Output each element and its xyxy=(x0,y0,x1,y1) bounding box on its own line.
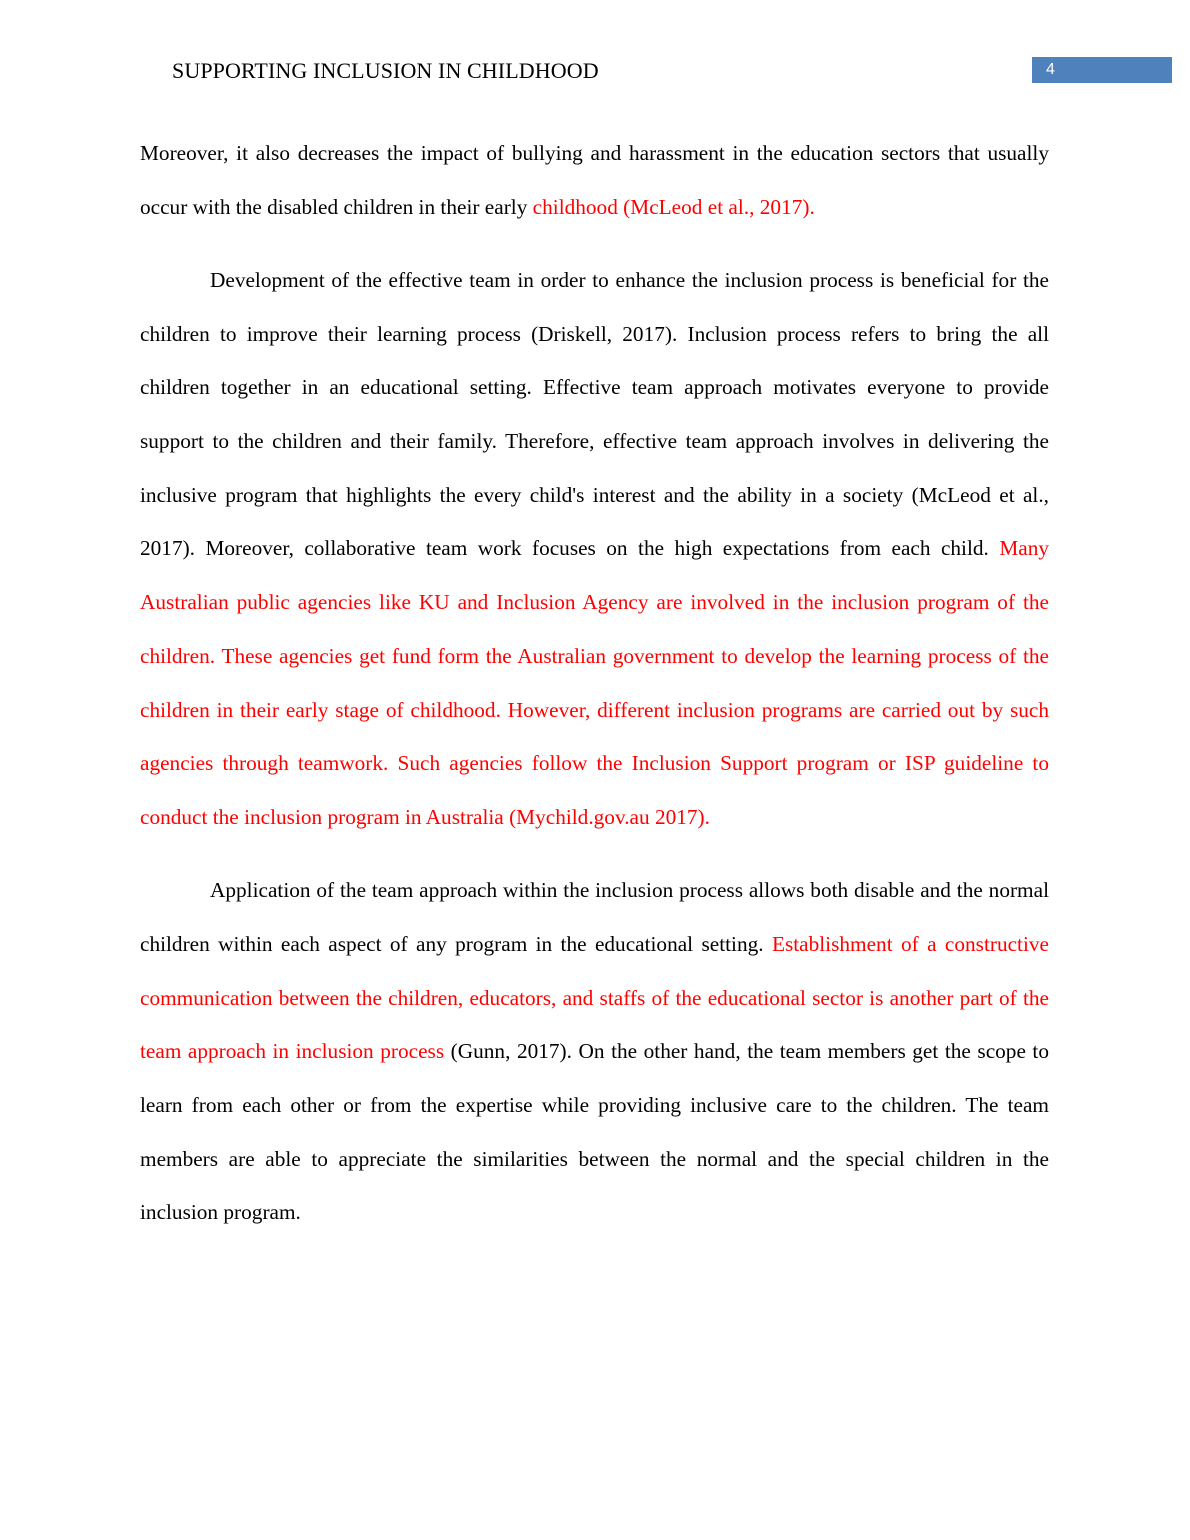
page-number: 4 xyxy=(1046,61,1055,78)
highlighted-text: Establishment of a constructive communication between the children, educators, and staffs of the educational sector is another part of the team approach in inclusion process xyxy=(140,931,1049,1064)
highlighted-text: Many Australian public agencies like KU and Inclusion Agency are involved in the inclusion program of the children. These agencies get fund form the Australian government to develop the learning process of the children in their early stage of childhood. However, different inclusion programs are carried out by such agencies through teamwork. Such agencies follow the Inclusion Support program or ISP guideline to conduct the inclusion program in Australia (Mychild.gov.au 2017). xyxy=(140,536,1049,829)
document-body xyxy=(140,127,1049,1260)
page-number-badge xyxy=(1032,57,1172,83)
paragraph-text: Moreover, it also decreases the impact of bullying and harassment in the education sectors that usually occur with the disabled children in their early xyxy=(140,141,1049,219)
paragraph-text: (Gunn, 2017). On the other hand, the team members get the scope to learn from each other or from the expertise while providing inclusive care to the children. The team members are able to appreciate the similarities between the normal and the special children in the inclusion program. xyxy=(140,1039,1049,1225)
paragraph-2 xyxy=(140,254,1049,845)
running-header-title: SUPPORTING INCLUSION IN CHILDHOOD xyxy=(172,58,599,83)
highlighted-text: childhood (McLeod et al., 2017). xyxy=(532,194,815,219)
paragraph-3 xyxy=(140,864,1049,1240)
paragraph-text: Application of the team approach within the inclusion process allows both disable and the normal children within each aspect of any program in the educational setting. xyxy=(140,878,1049,956)
paragraph-text: Development of the effective team in order to enhance the inclusion process is beneficial for the children to improve their learning process (Driskell, 2017). Inclusion process refers to bring the all children together in an educational setting. Effective team approach motivates everyone to provide support to the children and their family. Therefore, effective team approach involves in delivering the inclusive program that highlights the every child's interest and the ability in a society (McLeod et al., 2017). Moreover, collaborative team work focuses on the high expectations from each child. xyxy=(140,267,1049,561)
paragraph-1 xyxy=(140,127,1049,234)
